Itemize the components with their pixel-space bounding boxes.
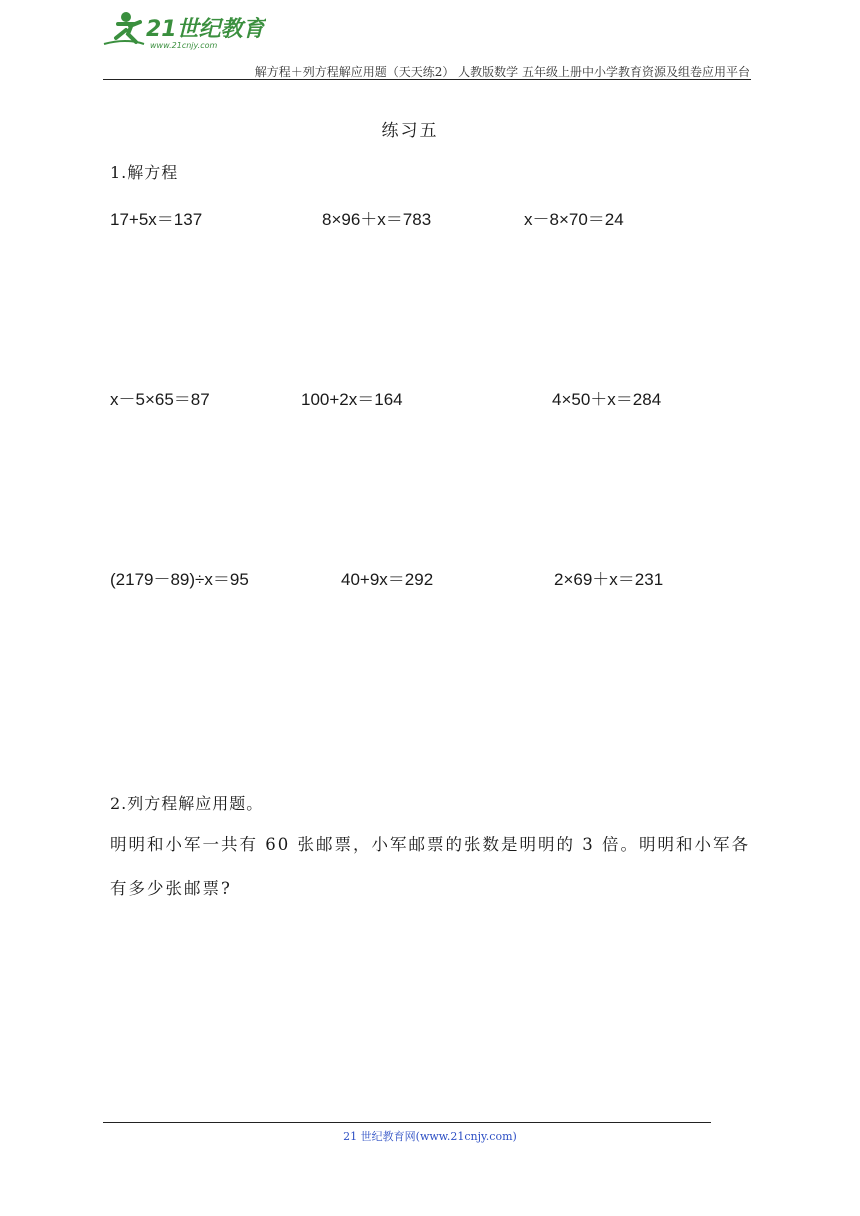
equation-6: 4×50＋x＝284 <box>552 390 662 409</box>
equation-4: x－5×65＝87 <box>110 390 210 409</box>
logo-graphic <box>96 8 266 50</box>
logo-text: 21世纪教育 <box>146 17 265 42</box>
equation-8: 40+9x＝292 <box>341 570 434 589</box>
equation-2: 8×96＋x＝783 <box>322 210 432 229</box>
section2-heading: 2.列方程解应用题。 <box>110 794 264 813</box>
logo-url: www.21cnjy.com <box>150 41 218 50</box>
equation-5: 100+2x＝164 <box>301 390 403 409</box>
word-problem: 明明和小军一共有 60 张邮票，小军邮票的张数是明明的 3 倍。明明和小军各有多少张邮票? <box>110 835 750 898</box>
equation-1: 17+5x＝137 <box>110 210 203 229</box>
footer-text[interactable]: 21 世纪教育网(www.21cnjy.com) <box>343 1130 517 1143</box>
equation-9: 2×69＋x＝231 <box>554 570 664 589</box>
footer-divider <box>103 1122 711 1123</box>
site-logo <box>96 8 266 50</box>
equation-3: x－8×70＝24 <box>524 210 624 229</box>
page-title: 练习五 <box>381 121 439 141</box>
header-text: 解方程＋列方程解应用题（天天练2） 人教版数学 五年级上册中小学教育资源及组卷应用平台 <box>254 65 750 79</box>
section1-heading: 1.解方程 <box>110 163 179 182</box>
equation-7: (2179－89)÷x＝95 <box>110 570 249 589</box>
header-divider <box>103 79 751 80</box>
